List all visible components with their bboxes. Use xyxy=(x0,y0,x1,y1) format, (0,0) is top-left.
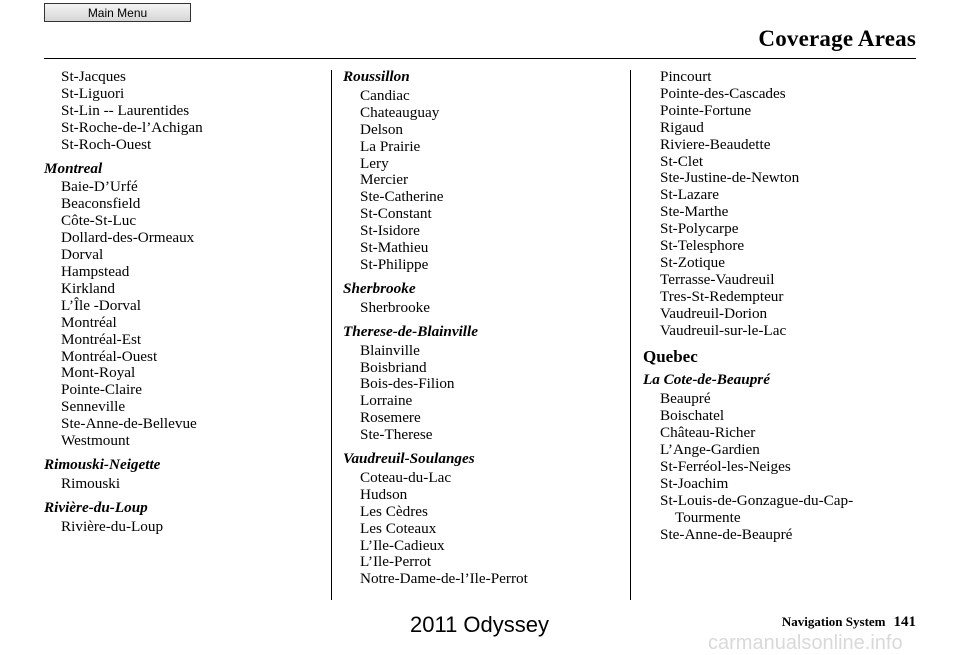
place-item: Candiac xyxy=(360,86,410,104)
place-item: St-Polycarpe xyxy=(660,220,739,238)
place-item: Hudson xyxy=(360,485,408,503)
region-heading: Rimouski-Neigette xyxy=(44,455,161,473)
place-item: St-Roche-de-l’Achigan xyxy=(61,118,203,136)
place-item: Coteau-du-Lac xyxy=(360,468,452,486)
place-item: Delson xyxy=(360,120,404,138)
place-item: St-Mathieu xyxy=(360,239,429,257)
column-1 xyxy=(44,69,324,536)
place-item: Pincourt xyxy=(660,68,712,85)
place-item: Pointe-Fortune xyxy=(660,101,752,119)
place-item: Sherbrooke xyxy=(360,298,431,316)
region-heading: Sherbrooke xyxy=(343,279,416,297)
place-item: St-Lazare xyxy=(660,186,720,204)
place-item: Senneville xyxy=(61,398,126,416)
column-divider-2 xyxy=(630,70,631,600)
place-item: Beaupré xyxy=(660,390,711,408)
place-item: Mont-Royal xyxy=(61,364,136,382)
place-item: Pointe-Claire xyxy=(61,381,142,399)
place-item: Boisbriand xyxy=(360,358,427,376)
place-item: Vaudreuil-sur-le-Lac xyxy=(660,321,787,339)
title-divider xyxy=(44,58,916,59)
place-item: Lorraine xyxy=(360,392,413,410)
place-item: Ste-Marthe xyxy=(660,203,729,221)
place-item: Rigaud xyxy=(660,118,704,136)
place-item: St-Joachim xyxy=(660,474,729,492)
place-item: L’Ile-Cadieux xyxy=(360,536,445,554)
place-item: Bois-des-Filion xyxy=(360,375,455,393)
place-item: Ste-Catherine xyxy=(360,188,444,206)
place-item: Les Coteaux xyxy=(360,519,437,537)
column-2 xyxy=(343,69,623,588)
place-item: St-Clet xyxy=(660,152,704,170)
place-item: Montréal xyxy=(61,313,117,331)
place-item: St-Isidore xyxy=(360,222,420,240)
place-item: St-Philippe xyxy=(360,255,429,273)
place-item: Westmount xyxy=(61,432,130,450)
place-item: Dollard-des-Ormeaux xyxy=(61,229,195,247)
place-item: Riviere-Beaudette xyxy=(660,135,771,153)
place-item-continuation: Tourmente xyxy=(675,508,741,526)
place-item: Les Cèdres xyxy=(360,502,428,520)
place-item: Ste-Anne-de-Beaupré xyxy=(660,525,793,543)
region-heading: Rivière-du-Loup xyxy=(44,498,148,516)
place-item: Ste-Therese xyxy=(360,426,433,444)
main-menu-button[interactable]: Main Menu xyxy=(44,3,191,22)
page-title: Coverage Areas xyxy=(758,26,916,51)
region-heading: Roussillon xyxy=(343,68,410,85)
watermark-model: 2011 Odyssey xyxy=(410,612,550,637)
region-heading: Vaudreuil-Soulanges xyxy=(343,450,475,468)
place-item: Terrasse-Vaudreuil xyxy=(660,270,775,288)
watermark-site: carmanualsonline.info xyxy=(708,632,903,654)
page-footer xyxy=(782,614,916,631)
place-item: Baie-D’Urfé xyxy=(61,178,138,196)
place-item: Lery xyxy=(360,154,389,172)
place-item: Rimouski xyxy=(61,474,121,492)
place-item: Boischatel xyxy=(660,407,725,425)
column-3 xyxy=(643,69,923,543)
place-item: St-Zotique xyxy=(660,253,725,271)
place-item: St-Ferréol-les-Neiges xyxy=(660,457,791,475)
place-item: L’Ile-Perrot xyxy=(360,553,432,571)
place-item: Rosemere xyxy=(360,409,421,427)
place-item: Côte-St-Luc xyxy=(61,212,137,230)
place-item: Château-Richer xyxy=(660,424,756,442)
place-item: Ste-Justine-de-Newton xyxy=(660,169,800,187)
place-item: Pointe-des-Cascades xyxy=(660,84,786,102)
place-item: Hampstead xyxy=(61,262,130,280)
place-item: Ste-Anne-de-Bellevue xyxy=(61,415,197,433)
place-item: Rivière-du-Loup xyxy=(61,517,164,535)
place-item: St-Roch-Ouest xyxy=(61,135,152,153)
place-item: Vaudreuil-Dorion xyxy=(660,304,768,322)
place-item: La Prairie xyxy=(360,137,421,155)
place-item: St-Telesphore xyxy=(660,237,745,255)
column-divider-1 xyxy=(331,70,332,600)
region-heading: Montreal xyxy=(44,159,103,177)
place-item: Montréal-Est xyxy=(61,330,142,348)
place-item: L’Île -Dorval xyxy=(61,296,141,314)
place-item: St-Liguori xyxy=(61,84,125,102)
place-item: St-Jacques xyxy=(61,68,126,85)
place-item: Chateauguay xyxy=(360,103,440,121)
region-heading: La Cote-de-Beaupré xyxy=(643,371,770,389)
place-item: Beaconsfield xyxy=(61,195,141,213)
place-item: Tres-St-Redempteur xyxy=(660,287,784,305)
place-item: St-Lin -- Laurentides xyxy=(61,101,190,119)
place-item: St-Louis-de-Gonzague-du-Cap- xyxy=(660,491,854,509)
province-heading: Quebec xyxy=(643,346,698,366)
place-item: Blainville xyxy=(360,341,420,359)
region-heading: Therese-de-Blainville xyxy=(343,322,478,340)
place-item: Montréal-Ouest xyxy=(61,347,158,365)
page-number: 141 xyxy=(893,614,916,630)
place-item: Mercier xyxy=(360,171,409,189)
place-item: Dorval xyxy=(61,246,104,264)
place-item: Kirkland xyxy=(61,279,115,297)
place-item: St-Constant xyxy=(360,205,432,223)
footer-label: Navigation System xyxy=(781,614,886,629)
place-item: L’Ange-Gardien xyxy=(660,441,760,459)
place-item: Notre-Dame-de-l’Ile-Perrot xyxy=(360,570,528,588)
